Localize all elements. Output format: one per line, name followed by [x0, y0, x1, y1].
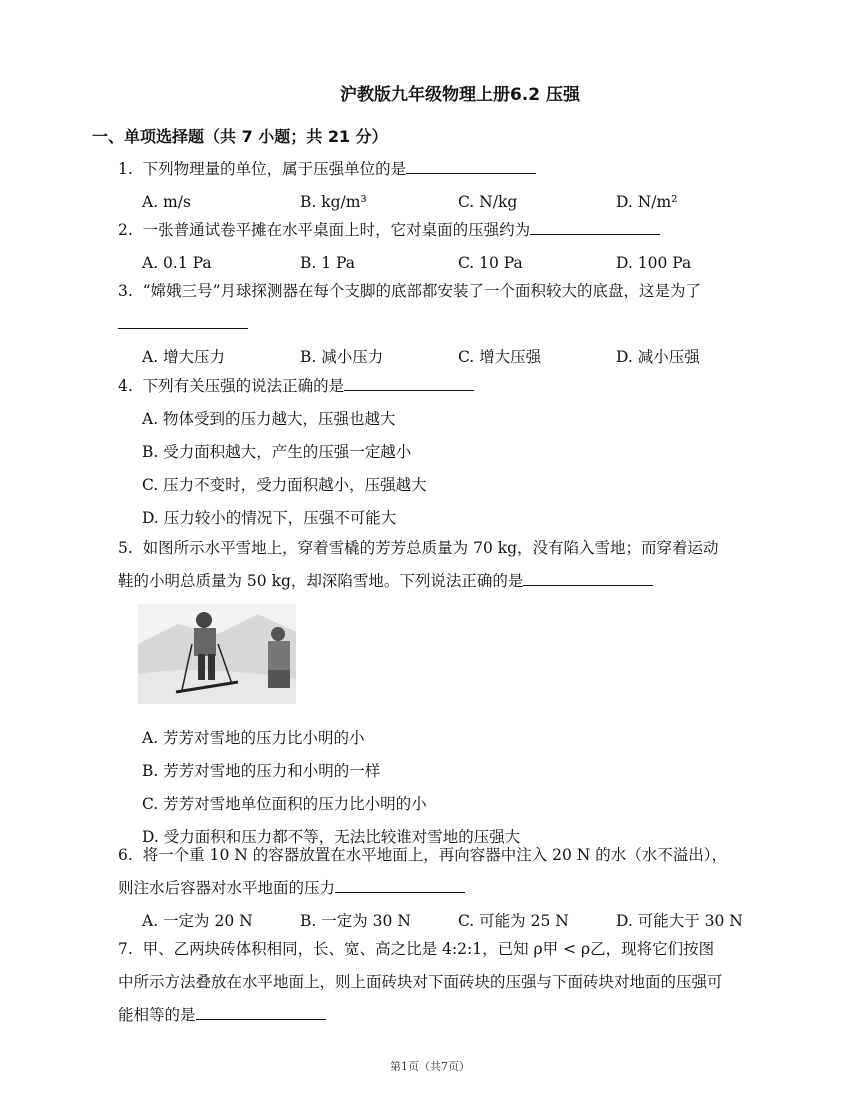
page-footer: 第1页（共7页）: [390, 1060, 470, 1073]
question-7: 7. 甲、乙两块砖体积相同，长、宽、高之比是 4:2:1，已知 ρ甲 < ρ乙，现将它们按图中所示方法叠放在水平地面上，则上面砖块对下面砖块的压强与下面砖块对地面的压强可能相等的是: [118, 940, 723, 1024]
option-c[interactable]: C. 10 Pa: [458, 254, 523, 272]
answer-blank[interactable]: [523, 569, 653, 586]
question-stem: 如图所示水平雪地上，穿着雪橇的芳芳总质量为 70 kg，没有陷入雪地；而穿着运动鞋的小明总质量为 50 kg，却深陷雪地。下列说法正确的是: [118, 539, 719, 590]
option-a[interactable]: A. 0.1 Pa: [142, 254, 212, 272]
option-c[interactable]: C. 可能为 25 N: [458, 912, 569, 930]
answer-blank[interactable]: [196, 1003, 326, 1020]
option-d[interactable]: D. 减小压强: [616, 348, 700, 366]
question-stem: 甲、乙两块砖体积相同，长、宽、高之比是 4:2:1，已知 ρ甲 < ρ乙，现将它们按图中所示方法叠放在水平地面上，则上面砖块对下面砖块的压强与下面砖块对地面的压强可能相等的是: [118, 940, 723, 1024]
option-a[interactable]: A. m/s: [142, 193, 191, 211]
option-d[interactable]: D. N/m²: [616, 193, 678, 211]
answer-blank[interactable]: [344, 374, 474, 391]
answer-blank[interactable]: [406, 157, 536, 174]
question-1: 1. 下列物理量的单位，属于压强单位的是 A. m/s B. kg/m³ C. N/kg D. N/m²: [118, 153, 774, 219]
option-b[interactable]: B. 受力面积越大，产生的压强一定越小: [142, 443, 412, 461]
option-c[interactable]: C. 压力不变时，受力面积越小，压强越大: [142, 476, 427, 494]
skier-figure: [138, 604, 296, 704]
answer-blank[interactable]: [530, 218, 660, 235]
option-b[interactable]: B. 一定为 30 N: [300, 912, 411, 930]
question-5: 5. 如图所示水平雪地上，穿着雪橇的芳芳总质量为 70 kg，没有陷入雪地；而穿着运动鞋的小明总质量为 50 kg，却深陷雪地。下列说法正确的是 A. 芳芳对雪地的压力比小明的小 B. 芳芳对雪地的压力和小明的一样 C. 芳芳对雪地单位面积的压力比小明的小 D. 受力面积和压力都不等，无法比较谁对雪地的压强大: [118, 532, 728, 854]
answer-blank[interactable]: [118, 312, 248, 329]
question-2: 2. 一张普通试卷平摊在水平桌面上时，它对桌面的压强约为 A. 0.1 Pa B. 1 Pa C. 10 Pa D. 100 Pa: [118, 214, 774, 280]
option-a[interactable]: A. 增大压力: [142, 348, 226, 366]
page-title: 沪教版九年级物理上册6.2 压强: [339, 85, 581, 105]
question-stem: “嫦娥三号”月球探测器在每个支脚的底部都安装了一个面积较大的底盘，这是为了: [142, 282, 702, 300]
option-b[interactable]: B. 1 Pa: [300, 254, 356, 272]
option-a[interactable]: A. 物体受到的压力越大，压强也越大: [142, 410, 396, 428]
option-d[interactable]: D. 可能大于 30 N: [616, 912, 743, 930]
question-stem: 将一个重 10 N 的容器放置在水平地面上，再向容器中注入 20 N 的水（水不溢出），则注水后容器对水平地面的压力: [118, 846, 728, 897]
option-b[interactable]: B. 芳芳对雪地的压力和小明的一样: [142, 762, 381, 780]
question-6: 6. 将一个重 10 N 的容器放置在水平地面上，再向容器中注入 20 N 的水（水不溢出），则注水后容器对水平地面的压力 A. 一定为 20 N B. 一定为 30 N C. 可能为 25 N D. 可能大于 30 N: [118, 839, 774, 938]
option-c[interactable]: C. 芳芳对雪地单位面积的压力比小明的小: [142, 795, 427, 813]
option-c[interactable]: C. 增大压强: [458, 348, 542, 366]
option-b[interactable]: B. kg/m³: [300, 193, 367, 211]
option-a[interactable]: A. 一定为 20 N: [142, 912, 253, 930]
section-heading: 一、单项选择题（共 7 小题；共 21 分）: [92, 127, 388, 146]
question-3: 3. “嫦娥三号”月球探测器在每个支脚的底部都安装了一个面积较大的底盘，这是为了 A. 增大压力 B. 减小压力 C. 增大压强 D. 减小压强: [118, 275, 774, 374]
question-stem: 下列物理量的单位，属于压强单位的是: [142, 160, 407, 178]
option-d[interactable]: D. 100 Pa: [616, 254, 692, 272]
option-b[interactable]: B. 减小压力: [300, 348, 384, 366]
question-stem: 一张普通试卷平摊在水平桌面上时，它对桌面的压强约为: [142, 221, 531, 239]
answer-blank[interactable]: [335, 876, 465, 893]
option-a[interactable]: A. 芳芳对雪地的压力比小明的小: [142, 729, 365, 747]
option-d[interactable]: D. 受力面积和压力都不等，无法比较谁对雪地的压强大: [142, 828, 521, 846]
question-stem: 下列有关压强的说法正确的是: [142, 377, 345, 395]
question-4: 4. 下列有关压强的说法正确的是 A. 物体受到的压力越大，压强也越大 B. 受力面积越大，产生的压强一定越小 C. 压力不变时，受力面积越小，压强越大 D. 压力较小的情况下，压强不可能大: [118, 370, 728, 535]
option-d[interactable]: D. 压力较小的情况下，压强不可能大: [142, 509, 397, 527]
option-c[interactable]: C. N/kg: [458, 193, 518, 211]
